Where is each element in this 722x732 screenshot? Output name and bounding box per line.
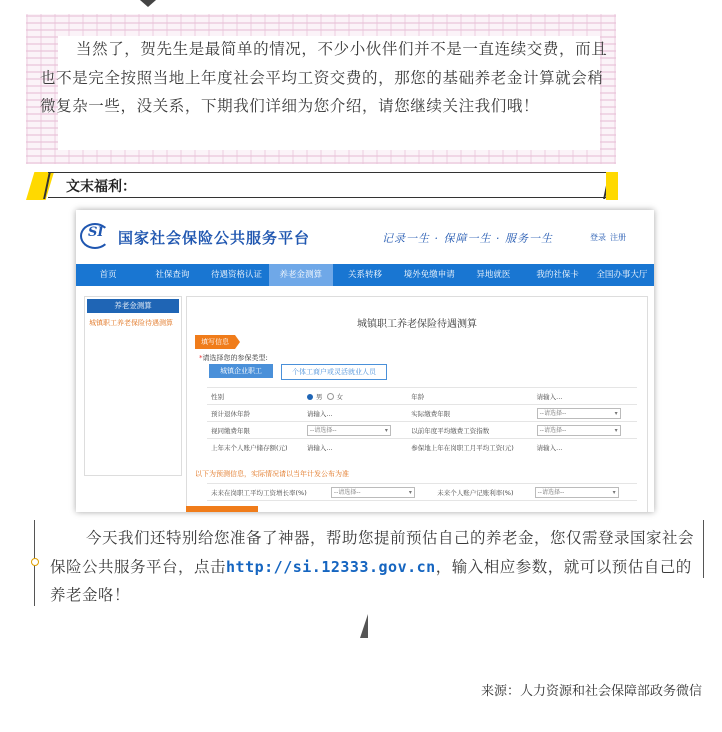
nav-query[interactable]: 社保查询	[155, 270, 190, 280]
info-tag: 填写信息	[195, 335, 235, 349]
pay-years-select[interactable]: --请选择-- ▾	[537, 408, 621, 419]
type-self-employed-button[interactable]: 个体工商户或灵活就业人员	[281, 364, 387, 380]
forecast-note: 以下为预测信息，实际情况请以当年计发公布为准	[195, 470, 349, 478]
nav-pension-calc[interactable]: 养老金测算	[269, 264, 333, 286]
top-notch-decoration	[140, 0, 156, 7]
register-link[interactable]: 注册	[610, 233, 626, 242]
nav-home[interactable]: 首页	[99, 270, 117, 280]
account-balance-input[interactable]: 请输入...	[303, 439, 407, 456]
paragraph-intro: 当然了，贺先生是最简单的情况，不少小伙伴们并不是一直连续交费，而且也不是完全按照当地上年度社会平均工资交费的，那您的基础养老金计算就会稍微复杂一些，没关系，下期我们详细为您介绍，请您继续关注我们哦！	[40, 40, 608, 115]
login-link[interactable]: 登录	[590, 233, 606, 242]
site-url-link[interactable]: http://si.12333.gov.cn	[226, 557, 436, 576]
type-prompt: *请选择您的参保类型:	[199, 354, 268, 362]
gender-radio[interactable]: 男 女	[303, 388, 407, 405]
form-title: 城镇职工养老保险待遇测算	[357, 319, 477, 330]
avg-wage-input[interactable]: 请输入...	[533, 439, 637, 456]
nav-card[interactable]: 我的社保卡	[536, 270, 579, 280]
forecast-table: 未来在岗职工平均工资增长率(%) --请选择-- ▾ 未来个人账户记账利率(%) --请选择-- ▾	[207, 483, 637, 501]
wage-growth-select[interactable]: --请选择-- ▾	[331, 487, 415, 498]
age-input[interactable]: 请输入...	[533, 388, 637, 405]
type-employee-button[interactable]: 城镇企业职工	[209, 364, 273, 378]
quote-block	[34, 520, 704, 606]
wedge-decoration	[360, 614, 368, 638]
form-table: 性别 男 女 年龄 请输入... 预计退休年龄 请输入... 实际缴费年限 --请选择-- ▾ 视同缴费年限 --请选择-- ▾ 以前年度平均缴费工资指数 --请选择-- ▾ 上年末个人账户储存额(元) 请输入... 参保地上年在岗职工月平均工资(元) 请输入...	[207, 387, 637, 455]
nav-service-hall[interactable]: 全国办事大厅	[596, 270, 648, 280]
retire-age-input[interactable]: 请输入...	[303, 405, 407, 422]
nav-certification[interactable]: 待遇资格认证	[211, 270, 263, 280]
site-name: 国家社会保险公共服务平台	[118, 229, 311, 247]
wage-index-select[interactable]: --请选择-- ▾	[537, 425, 621, 436]
benefit-header	[26, 172, 618, 200]
si-logo-text: SI	[88, 225, 104, 240]
site-slogan: 记录一生 · 保障一生 · 服务一生	[382, 232, 553, 245]
sidebar	[84, 296, 182, 476]
deemed-years-select[interactable]: --请选择-- ▾	[307, 425, 391, 436]
calc-form	[186, 296, 648, 512]
paragraph-tool: 今天我们还特别给您准备了神器，帮助您提前预估自己的养老金，您仅需登录国家社会保险公共服务平台，点击http://si.12333.gov.cn，输入相应参数，就可以预估自己的养老金咯！	[50, 529, 695, 604]
interest-rate-select[interactable]: --请选择-- ▾	[535, 487, 619, 498]
main-nav	[76, 264, 654, 286]
calc-button-partial[interactable]	[186, 506, 258, 512]
benefit-title: 文末福利：	[66, 179, 136, 195]
website-screenshot	[76, 210, 654, 512]
source-credit: 来源：人力资源和社会保障部政务微信	[480, 684, 702, 699]
sidebar-link-calc[interactable]: 城镇职工养老保险待遇测算	[89, 319, 173, 327]
nav-medical[interactable]: 异地就医	[476, 270, 511, 280]
sidebar-head: 养老金测算	[87, 299, 179, 313]
nav-transfer[interactable]: 关系转移	[347, 270, 382, 280]
nav-overseas[interactable]: 境外免缴申请	[403, 270, 455, 280]
